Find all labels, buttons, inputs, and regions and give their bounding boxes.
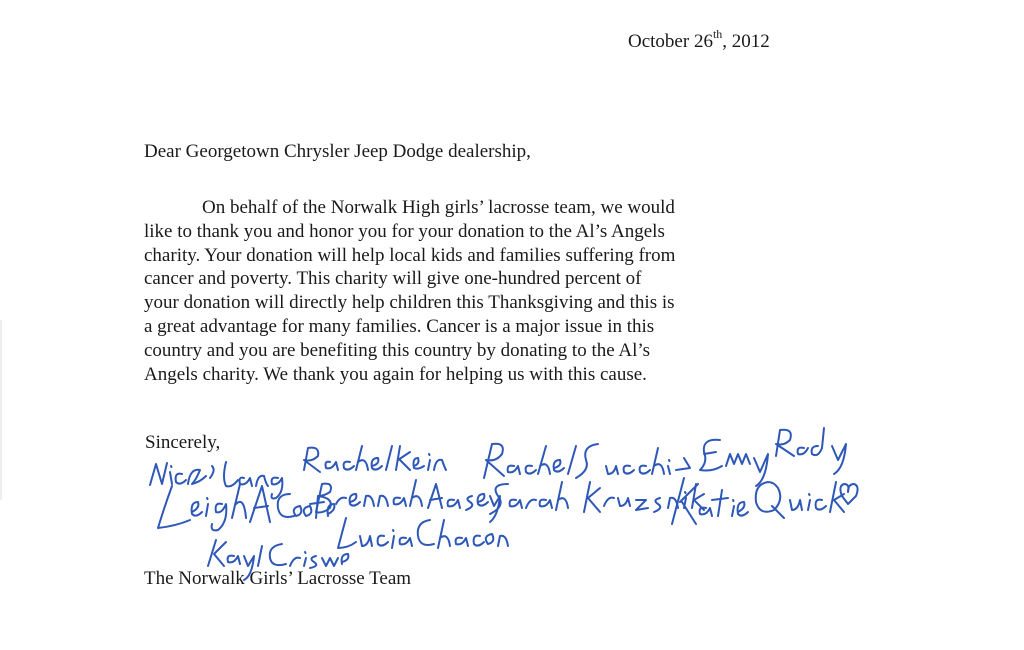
signature-emmy-roddy (700, 428, 846, 486)
signature-nicole-lang (150, 462, 282, 499)
body-line: charity. Your donation will help local kids and families suffering from (144, 244, 676, 266)
signature-sarah-kruzsnik (490, 482, 704, 514)
body-line: your donation will directly help children this Thanksgiving and this is (144, 292, 675, 314)
signature-brennah-aasey (316, 480, 500, 522)
team-name: The Norwalk Girls’ Lacrosse Team (144, 568, 412, 589)
signature-rachel-klein (304, 446, 446, 472)
signature-lucia-chacon (338, 518, 508, 548)
closing: Sincerely, (145, 432, 221, 453)
signature-katie-quick (672, 478, 858, 524)
scan-edge-mark (0, 320, 2, 500)
salutation: Dear Georgetown Chrysler Jeep Dodge dealership, (144, 141, 531, 162)
body-line: Angels charity. We thank you again for helping us with this cause. (144, 363, 647, 385)
body-line: cancer and poverty. This charity will give one-hundred percent of (144, 268, 642, 290)
signature-rachel-zucchiatti (484, 444, 690, 478)
signature-leigh-a-cooter (158, 484, 334, 530)
body-line: like to thank you and honor you for your donation to the Al’s Angels (144, 220, 665, 242)
letter-body (144, 196, 794, 386)
body-line: a great advantage for many families. Cancer is a major issue in this (144, 315, 655, 337)
letter-date: October 26th, 2012 (628, 26, 770, 52)
body-line: country and you are benefiting this country by donating to the Al’s (144, 339, 651, 361)
body-line: On behalf of the Norwalk High girls’ lacrosse team, we would (202, 197, 675, 218)
